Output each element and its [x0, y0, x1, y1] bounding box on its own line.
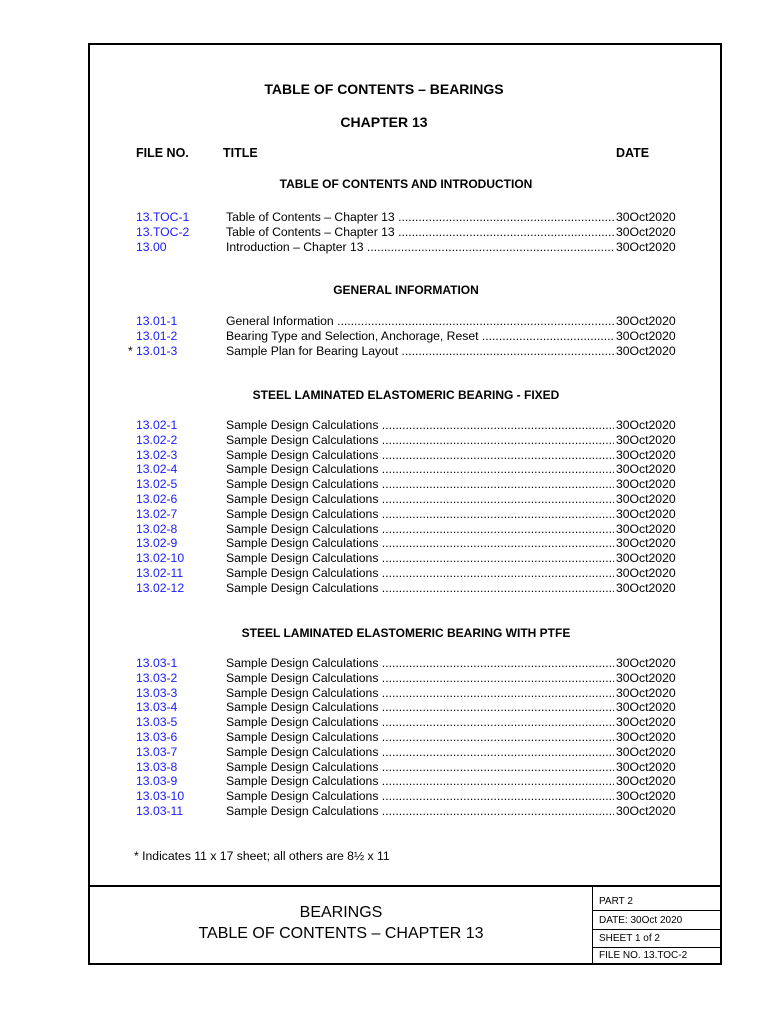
- file-number-link[interactable]: 13.03-11: [136, 804, 184, 818]
- toc-entry: [0, 686, 768, 701]
- entry-title: Sample Design Calculations .....: [226, 686, 614, 701]
- entry-title: Sample Design Calculations .....: [226, 462, 614, 477]
- toc-entry: [0, 462, 768, 477]
- entry-title: Sample Design Calculations .....: [226, 507, 614, 522]
- entry-title: Sample Design Calculations .....: [226, 522, 614, 537]
- entry-date: 30Oct2020: [616, 462, 676, 477]
- entry-title: Sample Design Calculations .....: [226, 581, 614, 596]
- file-number-link[interactable]: 13.00: [136, 239, 167, 254]
- entry-title: Sample Design Calculations .....: [226, 789, 614, 804]
- entry-date: 30Oct2020: [616, 521, 676, 536]
- file-number-link[interactable]: 13.01-1: [136, 314, 178, 328]
- chapter-heading: CHAPTER 13: [340, 114, 428, 130]
- file-number-link[interactable]: 13.TOC-1: [136, 210, 190, 224]
- footnote: * Indicates 11 x 17 sheet; all others are 8½ x 11: [134, 849, 390, 863]
- footer-sheet: SHEET 1 of 2: [593, 929, 722, 948]
- entry-title: Sample Design Calculations .....: [226, 477, 614, 492]
- toc-entry: [0, 551, 768, 566]
- entry-title: Sample Design Calculations .....: [226, 536, 614, 551]
- file-number-link[interactable]: 13.03-1: [136, 656, 178, 670]
- section-heading: STEEL LAMINATED ELASTOMERIC BEARING WITH PTFE: [241, 626, 571, 640]
- toc-entry: [0, 760, 768, 775]
- toc-entry: [0, 314, 768, 329]
- entry-title: Sample Design Calculations .....: [226, 760, 614, 775]
- footer-divider: [88, 885, 722, 887]
- column-header-date: DATE: [616, 146, 650, 160]
- file-number-link[interactable]: 13.02-1: [136, 418, 178, 432]
- toc-entry: [0, 418, 768, 433]
- entry-date: 30Oct2020: [616, 343, 676, 358]
- toc-entry: [0, 240, 768, 255]
- entry-date: 30Oct2020: [616, 224, 676, 239]
- document-title: TABLE OF CONTENTS – BEARINGS: [264, 81, 504, 97]
- toc-entry: [0, 789, 768, 804]
- toc-entry: [0, 581, 768, 596]
- toc-entry: [0, 477, 768, 492]
- file-number-link[interactable]: 13.03-7: [136, 744, 178, 759]
- toc-entry: [0, 433, 768, 448]
- footer-part: PART 2: [593, 892, 722, 911]
- entry-title: General Information .....: [226, 314, 614, 329]
- toc-entry: [0, 774, 768, 789]
- entry-date: 30Oct2020: [616, 700, 676, 715]
- file-number-link[interactable]: 13.02-8: [136, 521, 178, 536]
- entry-title: Sample Design Calculations .....: [226, 566, 614, 581]
- file-number-link[interactable]: 13.03-9: [136, 774, 178, 789]
- entry-title: Sample Design Calculations .....: [226, 448, 614, 463]
- entry-title: Sample Design Calculations .....: [226, 492, 614, 507]
- footer-date: DATE: 30Oct 2020: [593, 911, 722, 930]
- entry-title: Sample Design Calculations .....: [226, 551, 614, 566]
- toc-entry: [0, 566, 768, 581]
- file-number-link[interactable]: 13.01-2: [136, 328, 178, 343]
- column-header-file-no: FILE NO.: [136, 146, 189, 160]
- entry-title: Table of Contents – Chapter 13 .....: [226, 210, 614, 225]
- file-number-link[interactable]: 13.02-7: [136, 506, 178, 521]
- file-number-link[interactable]: 13.03-2: [136, 670, 178, 685]
- toc-entry: [0, 210, 768, 225]
- entry-date: 30Oct2020: [616, 492, 676, 506]
- toc-entry: [0, 804, 768, 819]
- entry-date: 30Oct2020: [616, 536, 676, 551]
- column-header-title: TITLE: [223, 146, 258, 160]
- file-number-link[interactable]: 13.02-5: [136, 477, 178, 492]
- entry-date: 30Oct2020: [616, 506, 676, 521]
- entry-date: 30Oct2020: [616, 715, 676, 730]
- entry-title: Sample Design Calculations .....: [226, 715, 614, 730]
- file-number-link[interactable]: 13.02-9: [136, 536, 178, 551]
- toc-entry: [0, 536, 768, 551]
- file-number-link[interactable]: 13.03-5: [136, 715, 178, 730]
- file-number-link[interactable]: 13.03-10: [136, 789, 185, 804]
- file-number-link[interactable]: 13.01-3: [136, 343, 178, 358]
- toc-entry: [0, 522, 768, 537]
- file-number-link[interactable]: 13.03-6: [136, 730, 178, 744]
- entry-date: 30Oct2020: [616, 759, 676, 774]
- entry-title: Sample Plan for Bearing Layout .....: [226, 344, 614, 359]
- large-sheet-marker: *: [128, 343, 133, 358]
- entry-date: 30Oct2020: [616, 774, 676, 789]
- entry-title: Sample Design Calculations .....: [226, 656, 614, 671]
- entry-date: 30Oct2020: [616, 328, 676, 343]
- file-number-link[interactable]: 13.03-4: [136, 700, 178, 715]
- entry-title: Sample Design Calculations .....: [226, 700, 614, 715]
- entry-title: Sample Design Calculations .....: [226, 804, 614, 819]
- entry-date: 30Oct2020: [616, 418, 676, 432]
- section-heading: TABLE OF CONTENTS AND INTRODUCTION: [279, 177, 533, 191]
- file-number-link[interactable]: 13.02-11: [136, 566, 184, 580]
- entry-title: Bearing Type and Selection, Anchorage, Reset .....: [226, 329, 614, 344]
- file-number-link[interactable]: 13.02-3: [136, 447, 178, 462]
- toc-entry: [0, 225, 768, 240]
- entry-title: Sample Design Calculations .....: [226, 671, 614, 686]
- toc-entry: [0, 507, 768, 522]
- entry-date: 30Oct2020: [616, 551, 676, 566]
- footer-title-line1: BEARINGS: [299, 904, 383, 921]
- entry-title: Sample Design Calculations .....: [226, 433, 614, 448]
- toc-entry: [0, 715, 768, 730]
- toc-entry: [0, 492, 768, 507]
- file-number-link[interactable]: 13.03-3: [136, 685, 178, 700]
- section-heading: GENERAL INFORMATION: [333, 283, 479, 297]
- entry-date: 30Oct2020: [616, 744, 676, 759]
- toc-entry: [0, 448, 768, 463]
- entry-title: Sample Design Calculations .....: [226, 745, 614, 760]
- toc-entry: [0, 745, 768, 760]
- file-number-link[interactable]: 13.03-8: [136, 759, 178, 774]
- entry-date: 30Oct2020: [616, 789, 676, 804]
- entry-date: 30Oct2020: [616, 239, 676, 254]
- entry-title: Sample Design Calculations .....: [226, 730, 614, 745]
- entry-date: 30Oct2020: [616, 314, 676, 328]
- entry-title: Sample Design Calculations .....: [226, 418, 614, 433]
- entry-date: 30Oct2020: [616, 730, 676, 744]
- entry-date: 30Oct2020: [616, 432, 676, 447]
- footer-file-no: FILE NO. 13.TOC-2: [599, 950, 688, 961]
- toc-entry: [0, 656, 768, 671]
- file-number-link[interactable]: 13.02-4: [136, 462, 178, 477]
- entry-date: 30Oct2020: [616, 210, 676, 224]
- file-number-link[interactable]: 13.TOC-2: [136, 224, 190, 239]
- file-number-link[interactable]: 13.02-6: [136, 492, 178, 506]
- entry-date: 30Oct2020: [616, 566, 676, 580]
- entry-date: 30Oct2020: [616, 804, 676, 818]
- file-number-link[interactable]: 13.02-10: [136, 551, 185, 566]
- section-heading: STEEL LAMINATED ELASTOMERIC BEARING - FIXED: [252, 388, 560, 402]
- file-number-link[interactable]: 13.02-12: [136, 580, 185, 595]
- toc-entry: [0, 700, 768, 715]
- entry-title: Sample Design Calculations .....: [226, 774, 614, 789]
- toc-entry: [0, 671, 768, 686]
- entry-title: Introduction – Chapter 13 .....: [226, 240, 614, 255]
- entry-date: 30Oct2020: [616, 685, 676, 700]
- toc-entry: [0, 730, 768, 745]
- toc-entry: [0, 329, 768, 344]
- entry-date: 30Oct2020: [616, 656, 676, 670]
- entry-date: 30Oct2020: [616, 670, 676, 685]
- entry-date: 30Oct2020: [616, 447, 676, 462]
- footer-title-line2: TABLE OF CONTENTS – CHAPTER 13: [198, 925, 484, 942]
- toc-entry: [0, 344, 768, 359]
- entry-title: Table of Contents – Chapter 13 .....: [226, 225, 614, 240]
- file-number-link[interactable]: 13.02-2: [136, 432, 178, 447]
- entry-date: 30Oct2020: [616, 580, 676, 595]
- entry-date: 30Oct2020: [616, 477, 676, 492]
